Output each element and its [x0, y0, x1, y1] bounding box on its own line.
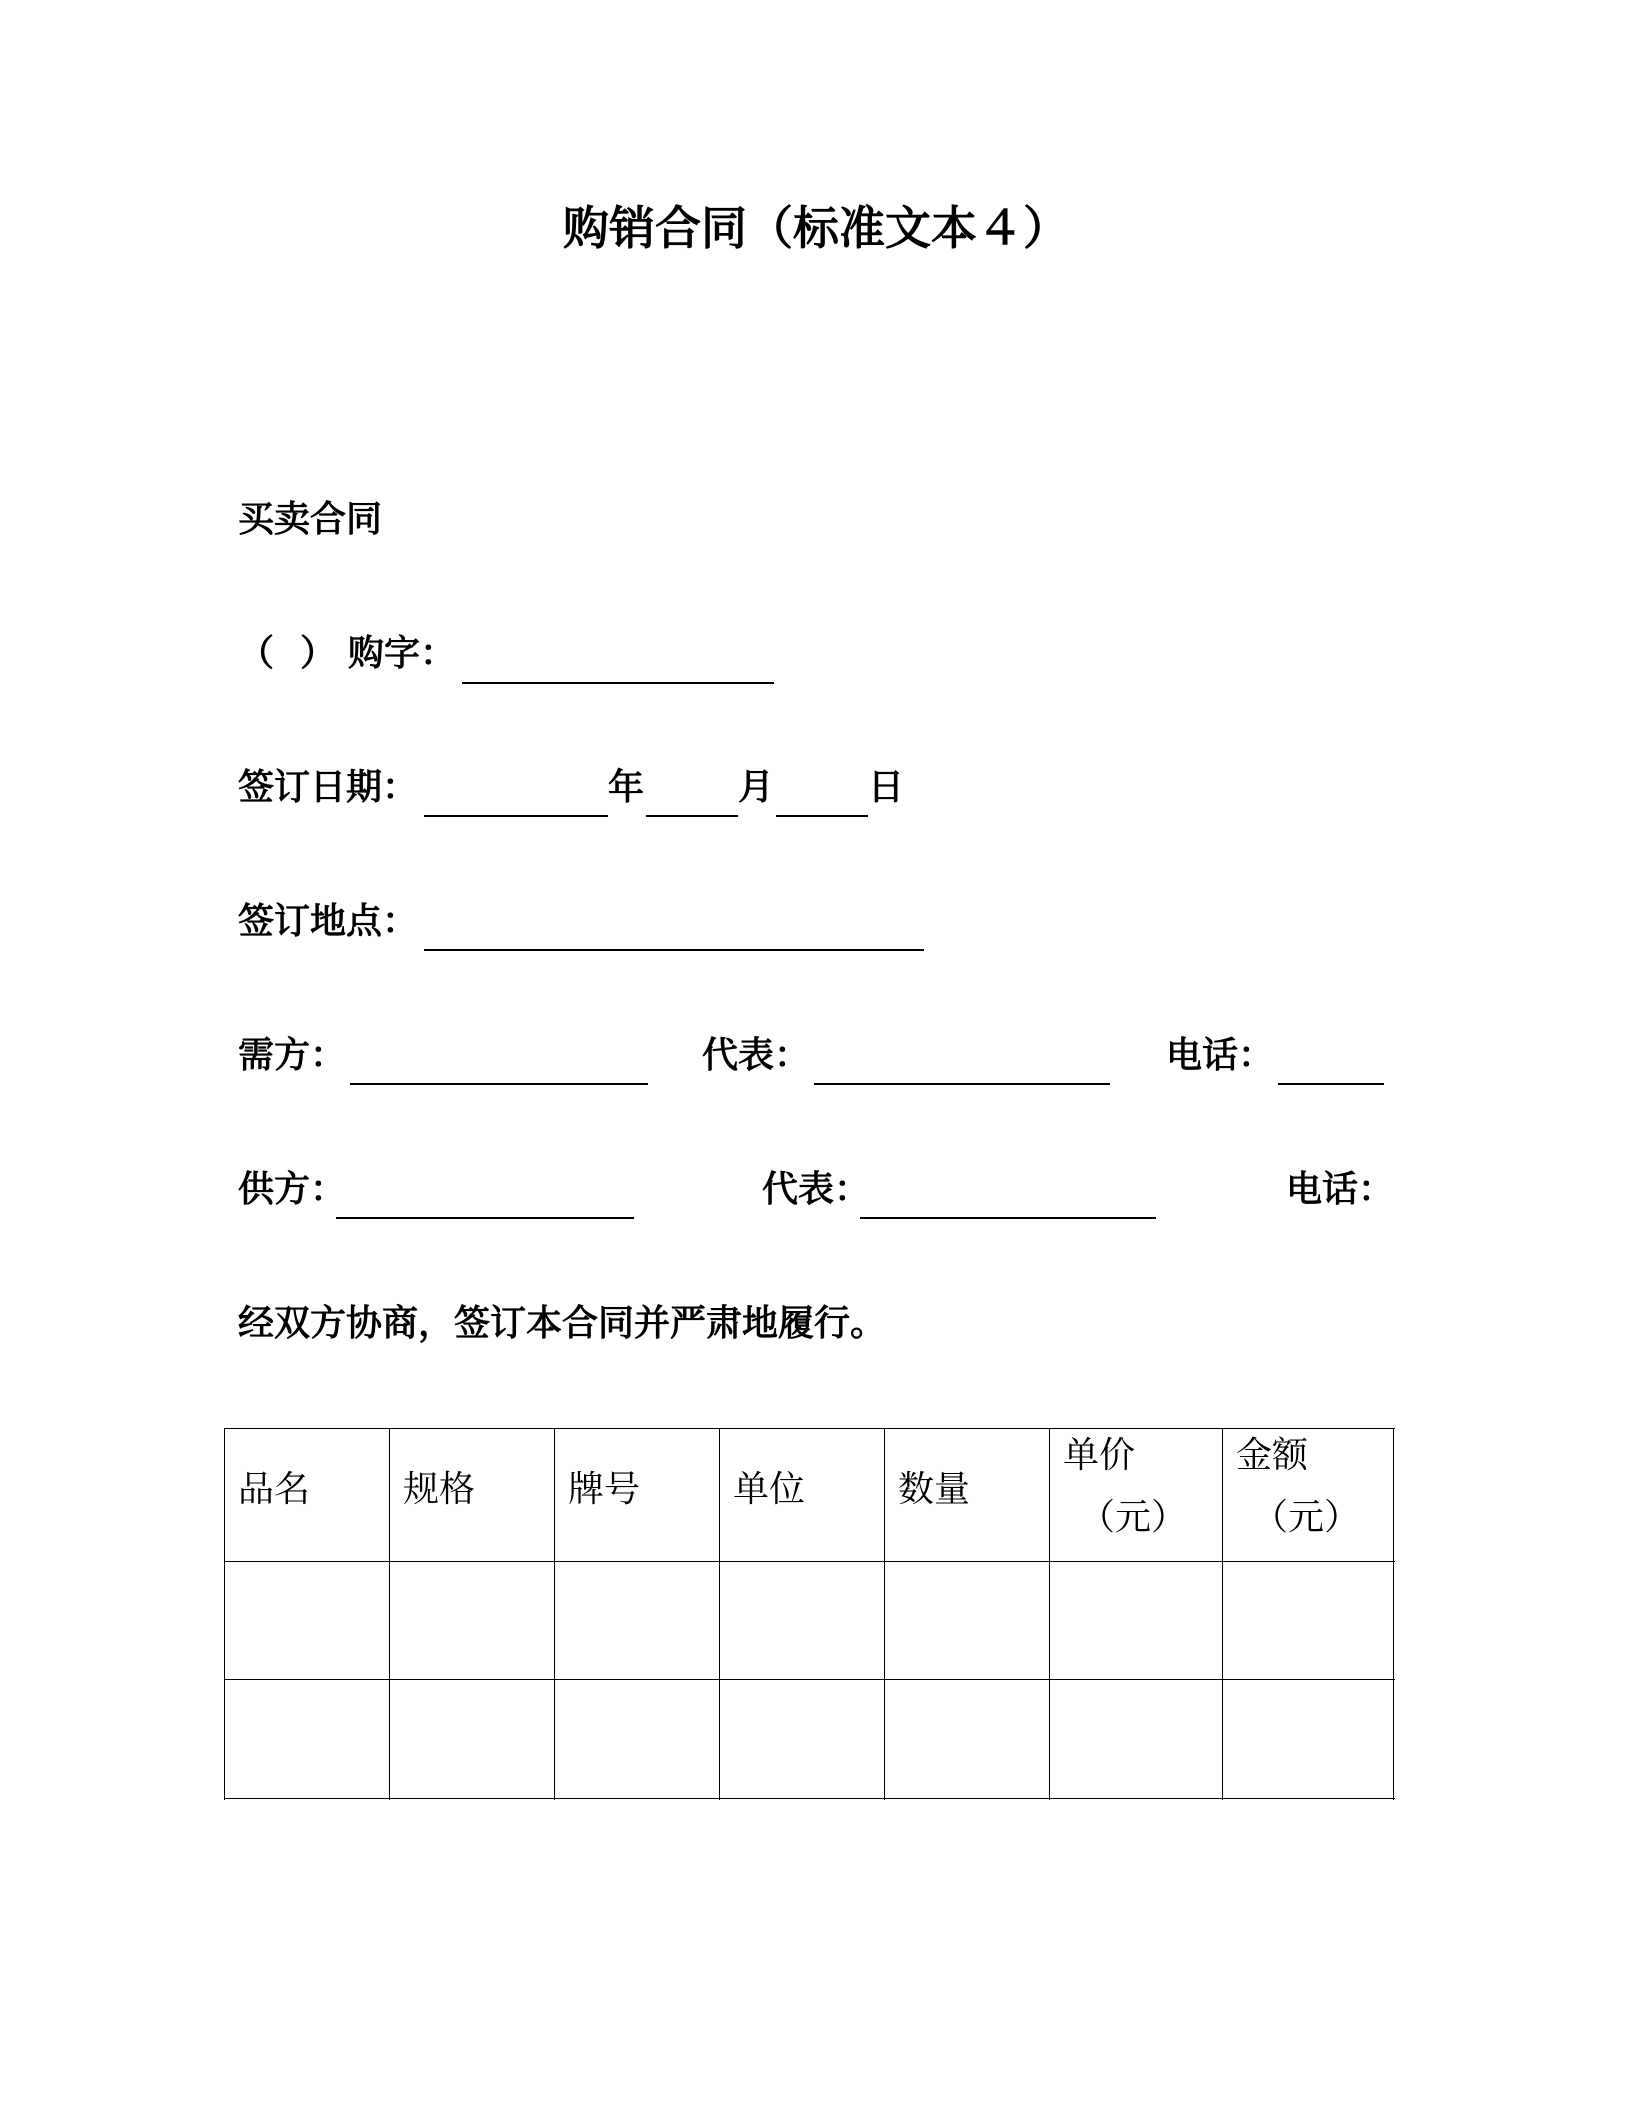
column-divider — [1222, 1428, 1223, 1800]
column-divider — [884, 1428, 885, 1800]
seller-rep-label: 代表： — [762, 1169, 871, 1210]
sign-place-field[interactable] — [424, 949, 924, 951]
seller-phone-label: 电话： — [1286, 1169, 1395, 1210]
column-divider — [554, 1428, 555, 1800]
goods-table — [224, 1428, 1395, 1800]
contract-no-label: 购字： — [348, 633, 457, 674]
day-label: 日 — [868, 767, 905, 808]
year-label: 年 — [608, 767, 645, 808]
header-unit: 单位 — [733, 1469, 806, 1510]
buyer-phone-field[interactable] — [1278, 1083, 1384, 1085]
header-unit-price-currency: （元） — [1079, 1497, 1188, 1538]
contract-no-paren-left: （ — [238, 633, 275, 674]
document-title: 购销合同（标准文本４） — [563, 201, 1069, 255]
table-divider — [224, 1561, 1395, 1562]
table-border-right — [1393, 1428, 1394, 1800]
seller-field[interactable] — [336, 1217, 634, 1219]
header-amount: 金额 — [1236, 1435, 1309, 1476]
sign-month-field[interactable] — [646, 815, 738, 817]
buyer-rep-label: 代表： — [702, 1035, 811, 1076]
header-spec: 规格 — [403, 1469, 476, 1510]
header-quantity: 数量 — [898, 1469, 971, 1510]
header-product-name: 品名 — [238, 1469, 311, 1510]
column-divider — [719, 1428, 720, 1800]
contract-no-paren-right: ） — [300, 633, 337, 674]
table-border-left — [224, 1428, 225, 1800]
table-border-top — [224, 1428, 1395, 1429]
seller-rep-field[interactable] — [860, 1217, 1156, 1219]
column-divider — [389, 1428, 390, 1800]
header-amount-currency: （元） — [1252, 1497, 1361, 1538]
sign-place-label: 签订地点： — [238, 901, 419, 942]
header-brand: 牌号 — [568, 1469, 641, 1510]
agreement-text: 经双方协商，签订本合同并严肃地履行。 — [238, 1303, 887, 1344]
month-label: 月 — [738, 767, 775, 808]
sign-date-label: 签订日期： — [238, 767, 419, 808]
seller-label: 供方： — [238, 1169, 347, 1210]
contract-subtitle: 买卖合同 — [238, 499, 383, 540]
table-divider — [224, 1679, 1395, 1680]
table-border-bottom — [224, 1798, 1395, 1799]
column-divider — [1049, 1428, 1050, 1800]
contract-no-field[interactable] — [462, 682, 774, 684]
buyer-phone-label: 电话： — [1166, 1035, 1275, 1076]
sign-year-field[interactable] — [424, 815, 608, 817]
buyer-label: 需方： — [238, 1035, 347, 1076]
sign-day-field[interactable] — [776, 815, 868, 817]
header-unit-price: 单价 — [1063, 1435, 1136, 1476]
buyer-rep-field[interactable] — [814, 1083, 1110, 1085]
buyer-field[interactable] — [350, 1083, 648, 1085]
